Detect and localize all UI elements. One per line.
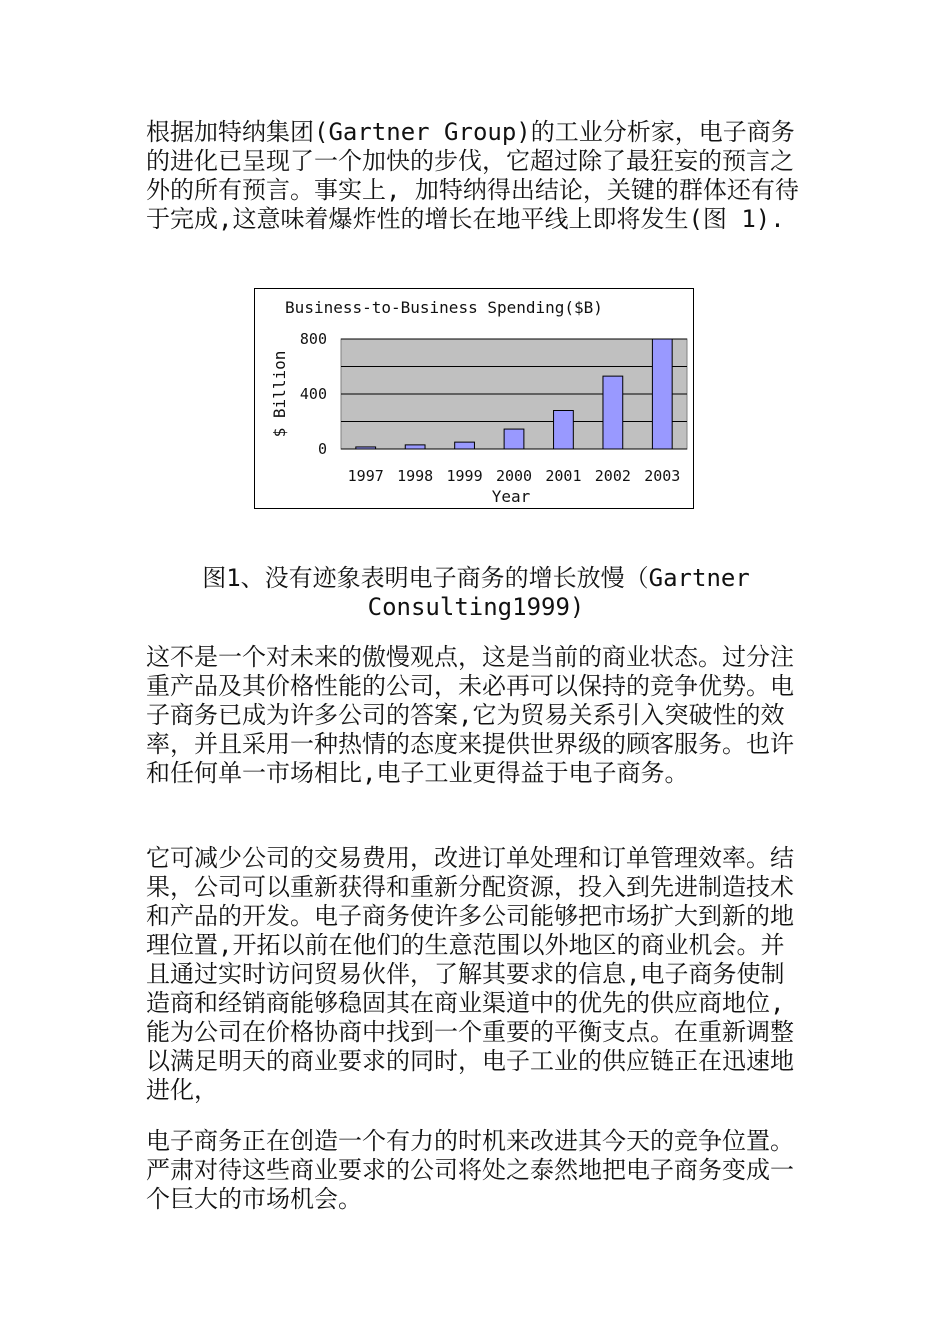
- figure-chart-b2b-spending: [254, 288, 694, 509]
- x-tick-label-1998: 1998: [397, 467, 434, 485]
- figure-caption: [146, 564, 806, 622]
- paragraph-cost-reduction: 它可减少公司的交易费用，改进订单处理和订单管理效率。结果，公司可以重新获得和重新分配资源，投入到先进制造技术和产品的开发。电子商务使许多公司能够把市场扩大到新的地理位置,开拓以前在他们的生意范围以外地区的商业机会。并且通过实时访问贸易伙伴，了解其要求的信息,电子商务使制造商和经销商能够稳固其在商业渠道中的优先的供应商地位,能为公司在价格协商中找到一个重要的平衡支点。在重新调整以满足明天的商业要求的同时，电子工业的供应链正在迅速地进化，: [146, 844, 794, 1104]
- bar-2000: [504, 429, 524, 449]
- chart-title: Business-to-Business Spending($B): [285, 298, 603, 317]
- x-tick-label-1997: 1997: [347, 467, 384, 485]
- x-tick-labels: [348, 467, 681, 485]
- bar-2003: [652, 339, 672, 449]
- bar-2001: [554, 411, 574, 450]
- bar-1999: [455, 442, 475, 449]
- x-tick-label-1999: 1999: [446, 467, 483, 485]
- x-axis-label: Year: [491, 487, 531, 506]
- y-axis-label: $ Billion: [270, 350, 289, 438]
- bar-1998: [405, 445, 425, 449]
- figure-caption-line-2: Consulting1999): [367, 593, 585, 621]
- y-tick-label-0: 0: [317, 440, 327, 458]
- figure-caption-line-1: 图1、没有迹象表明电子商务的增长放慢（Gartner: [202, 564, 750, 592]
- y-tick-label-800: 800: [299, 330, 327, 348]
- paragraph-gartner-analysis: 根据加特纳集团(Gartner Group)的工业分析家，电子商务的进化已呈现了一个加快的步伐，它超过除了最狂妄的预言之外的所有预言。事实上, 加特纳得出结论，关键的群体还有待于完成,这意味着爆炸性的增长在地平线上即将发生(图 1).: [146, 118, 799, 233]
- bar-1997: [356, 447, 376, 449]
- x-tick-label-2000: 2000: [495, 467, 533, 485]
- y-tick-labels: [300, 330, 327, 458]
- paragraph-market-opportunity: 电子商务正在创造一个有力的时机来改进其今天的竞争位置。严肃对待这些商业要求的公司将处之泰然地把电子商务变成一个巨大的市场机会。: [146, 1127, 794, 1213]
- bar-2002: [603, 376, 623, 449]
- x-tick-label-2002: 2002: [594, 467, 631, 485]
- x-tick-label-2001: 2001: [545, 467, 582, 485]
- x-tick-label-2003: 2003: [644, 467, 681, 485]
- y-tick-label-400: 400: [299, 385, 327, 403]
- chart-svg: [255, 289, 695, 510]
- paragraph-business-state: 这不是一个对未来的傲慢观点，这是当前的商业状态。过分注重产品及其价格性能的公司，未必再可以保持的竞争优势。电子商务已成为许多公司的答案,它为贸易关系引入突破性的效率，并且采用一种热情的态度来提供世界级的顾客服务。也许和任何单一市场相比,电子工业更得益于电子商务。: [146, 643, 794, 787]
